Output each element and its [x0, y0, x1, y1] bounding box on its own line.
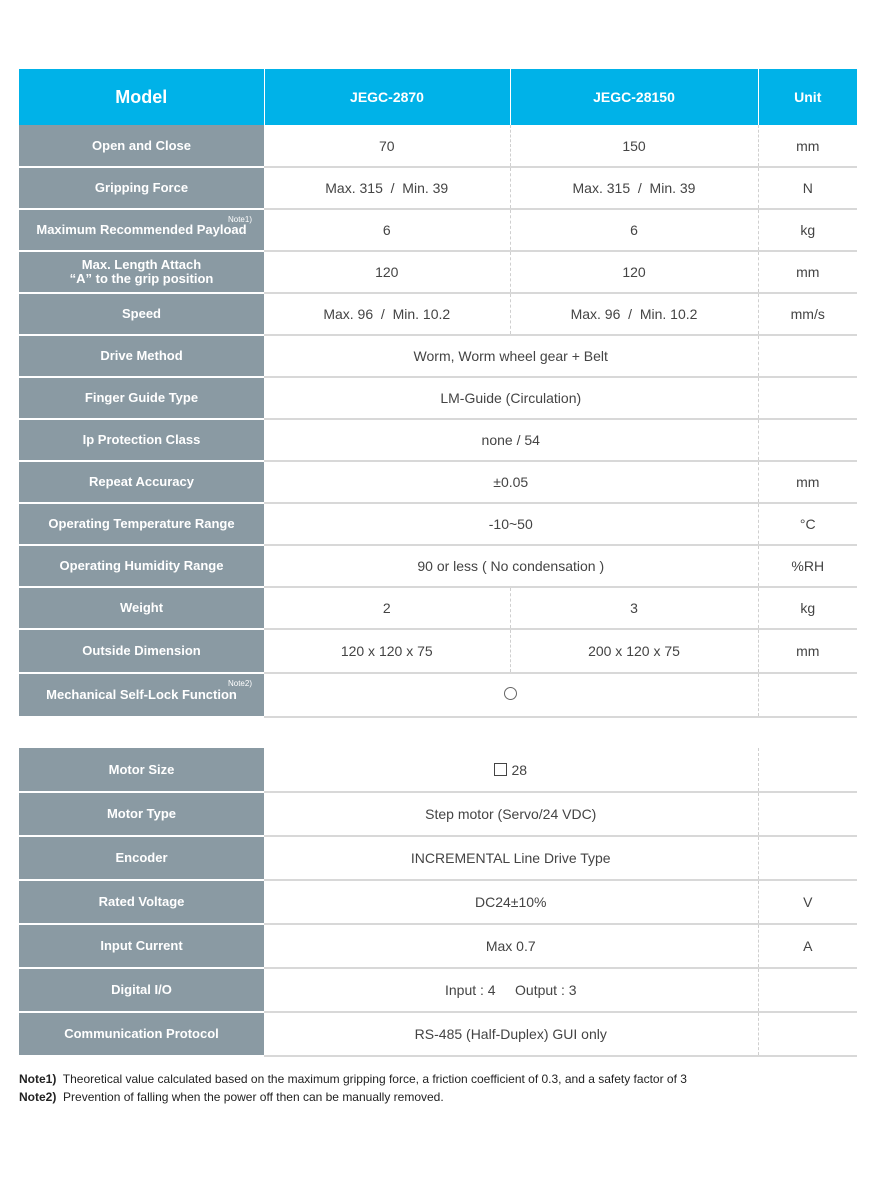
table-row	[19, 545, 857, 587]
footnotes	[19, 1070, 687, 1106]
row-label: Input Current	[19, 924, 264, 968]
unit-cell	[758, 673, 857, 717]
row-label: Encoder	[19, 836, 264, 880]
row-label: Speed	[19, 293, 264, 335]
row-label: Rated Voltage	[19, 880, 264, 924]
unit-cell: kg	[758, 209, 857, 251]
table-row	[19, 461, 857, 503]
value-cell: Max. 315 / Min. 39	[264, 167, 510, 209]
table-row	[19, 503, 857, 545]
note-1: Note1) Theoretical value calculated based on the maximum gripping force, a friction coefficient of 0.3, and a safety factor of 3	[19, 1072, 687, 1086]
row-label: Max. Length Attach “A” to the grip position	[19, 251, 264, 293]
row-label: Motor Type	[19, 792, 264, 836]
circle-icon	[504, 687, 517, 700]
value-cell: -10~50	[264, 503, 758, 545]
value-cell: 150	[510, 125, 758, 167]
value-cell: Max. 96 / Min. 10.2	[264, 293, 510, 335]
row-label: Finger Guide Type	[19, 377, 264, 419]
unit-cell: N	[758, 167, 857, 209]
table-row	[19, 335, 857, 377]
row-label: Gripping Force	[19, 167, 264, 209]
value-cell: ±0.05	[264, 461, 758, 503]
value-cell: 200 x 120 x 75	[510, 629, 758, 673]
value-cell: Step motor (Servo/24 VDC)	[264, 792, 758, 836]
table-row	[19, 880, 857, 924]
unit-cell	[758, 836, 857, 880]
unit-cell: V	[758, 880, 857, 924]
unit-cell: °C	[758, 503, 857, 545]
table-row	[19, 836, 857, 880]
table-row	[19, 968, 857, 1012]
header-col1: JEGC-2870	[264, 69, 510, 125]
unit-cell	[758, 968, 857, 1012]
value-cell: 6	[510, 209, 758, 251]
square-icon	[494, 763, 507, 776]
unit-cell: A	[758, 924, 857, 968]
table-row	[19, 419, 857, 461]
unit-cell: mm/s	[758, 293, 857, 335]
value-cell: none / 54	[264, 419, 758, 461]
value-cell: DC24±10%	[264, 880, 758, 924]
motor-table	[19, 748, 857, 1057]
value-cell: 2	[264, 587, 510, 629]
value-cell: 120	[510, 251, 758, 293]
row-label: Communication Protocol	[19, 1012, 264, 1056]
row-label: Operating Humidity Range	[19, 545, 264, 587]
table-row	[19, 251, 857, 293]
value-cell: Worm, Worm wheel gear + Belt	[264, 335, 758, 377]
value-cell	[264, 673, 758, 717]
row-label: Repeat Accuracy	[19, 461, 264, 503]
value-cell: LM-Guide (Circulation)	[264, 377, 758, 419]
header-col2: JEGC-28150	[510, 69, 758, 125]
table-row	[19, 209, 857, 251]
table-row	[19, 629, 857, 673]
row-label: Outside Dimension	[19, 629, 264, 673]
row-label: Maximum Recommended Payload Note1)	[19, 209, 264, 251]
unit-cell: %RH	[758, 545, 857, 587]
header-unit: Unit	[758, 69, 857, 125]
table-row	[19, 673, 857, 717]
unit-cell: mm	[758, 461, 857, 503]
unit-cell	[758, 748, 857, 792]
row-label: Motor Size	[19, 748, 264, 792]
value-cell: Max. 96 / Min. 10.2	[510, 293, 758, 335]
row-label: Mechanical Self-Lock Function Note2)	[19, 673, 264, 717]
value-cell: 70	[264, 125, 510, 167]
table-row	[19, 1012, 857, 1056]
unit-cell: kg	[758, 587, 857, 629]
unit-cell	[758, 1012, 857, 1056]
table-row	[19, 792, 857, 836]
table-row	[19, 167, 857, 209]
value-cell: 120 x 120 x 75	[264, 629, 510, 673]
value-cell: 90 or less ( No condensation )	[264, 545, 758, 587]
unit-cell: mm	[758, 251, 857, 293]
row-label: Drive Method	[19, 335, 264, 377]
value-cell: RS-485 (Half-Duplex) GUI only	[264, 1012, 758, 1056]
note-ref: Note2)	[227, 679, 252, 688]
table-row	[19, 293, 857, 335]
row-label: Open and Close	[19, 125, 264, 167]
header-row	[19, 69, 857, 125]
spec-table	[19, 69, 857, 718]
note-2: Note2) Prevention of falling when the power off then can be manually removed.	[19, 1090, 444, 1104]
unit-cell: mm	[758, 125, 857, 167]
table-row	[19, 377, 857, 419]
value-cell: 3	[510, 587, 758, 629]
table-row	[19, 587, 857, 629]
row-label: Digital I/O	[19, 968, 264, 1012]
unit-cell: mm	[758, 629, 857, 673]
table-row	[19, 924, 857, 968]
row-label: Weight	[19, 587, 264, 629]
value-cell: 120	[264, 251, 510, 293]
header-model: Model	[19, 69, 264, 125]
value-cell: INCREMENTAL Line Drive Type	[264, 836, 758, 880]
value-cell: 6	[264, 209, 510, 251]
value-cell: 28	[264, 748, 758, 792]
unit-cell	[758, 792, 857, 836]
note-ref: Note1)	[227, 215, 252, 224]
row-label: Operating Temperature Range	[19, 503, 264, 545]
table-row	[19, 748, 857, 792]
unit-cell	[758, 335, 857, 377]
value-cell: Input : 4 Output : 3	[264, 968, 758, 1012]
unit-cell	[758, 377, 857, 419]
value-cell: Max 0.7	[264, 924, 758, 968]
unit-cell	[758, 419, 857, 461]
row-label: Ip Protection Class	[19, 419, 264, 461]
table-row	[19, 125, 857, 167]
value-cell: Max. 315 / Min. 39	[510, 167, 758, 209]
